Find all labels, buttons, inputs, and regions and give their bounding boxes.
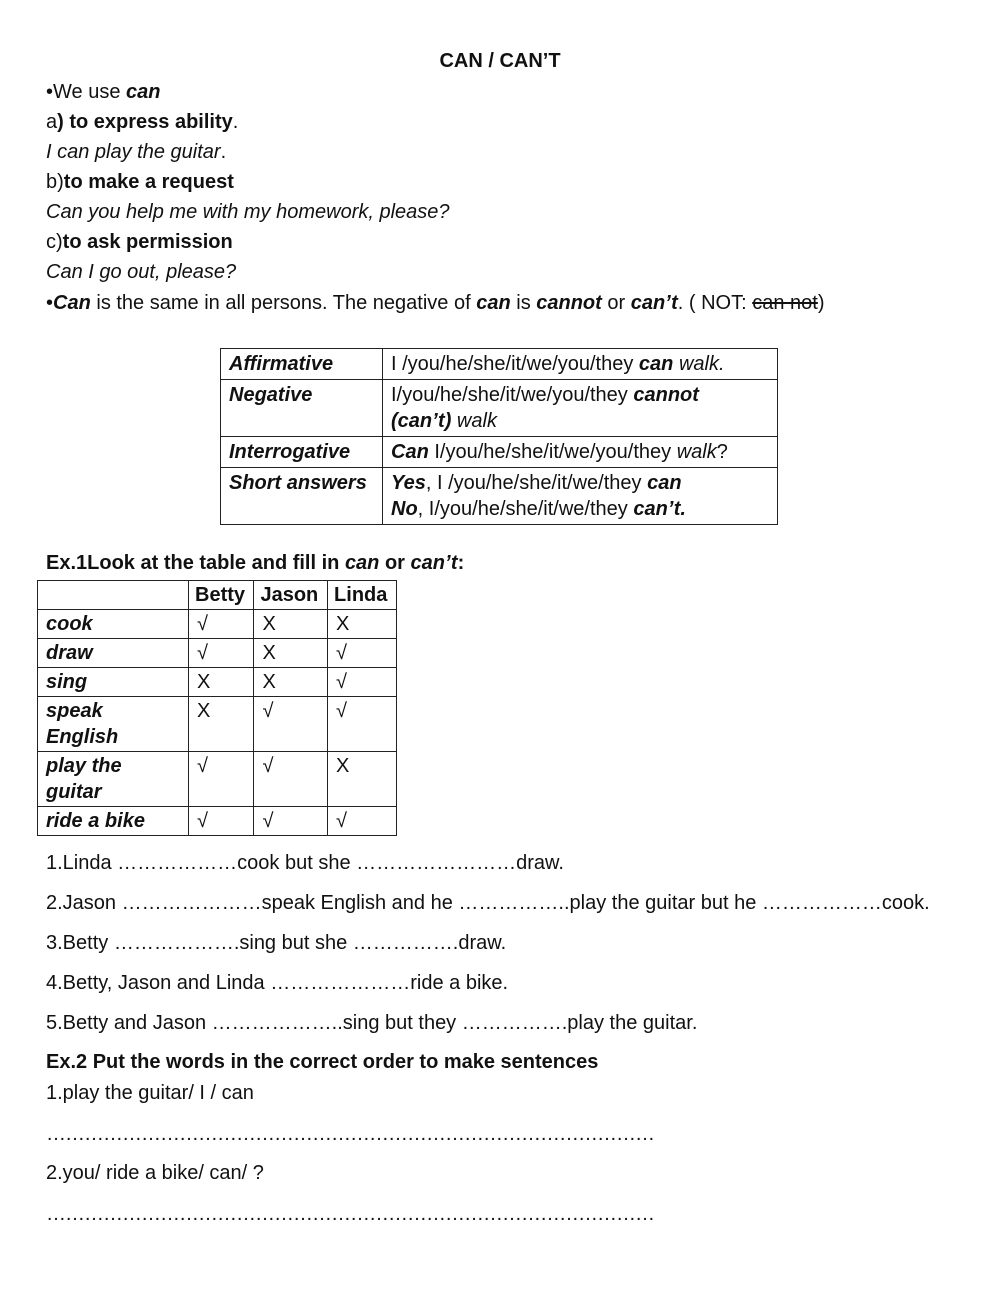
mark-cell: X	[254, 610, 328, 639]
ex2-answer-line-2: ……………………………………………………………………………………	[46, 1203, 654, 1225]
column-header-linda: Linda	[328, 581, 397, 610]
use-b-line: b)to make a request	[46, 171, 234, 193]
ability-header-empty	[38, 581, 189, 610]
activity-cell: speak English	[38, 697, 189, 752]
table-row	[38, 807, 397, 836]
ability-table	[37, 580, 397, 836]
table-row	[38, 668, 397, 697]
ability-header-row	[38, 581, 397, 610]
ex1-heading: Ex.1Look at the table and fill in can or can’t:	[46, 552, 465, 574]
mark-cell: √	[189, 639, 254, 668]
column-header-jason: Jason	[254, 581, 328, 610]
interrogative-label: Interrogative	[221, 437, 383, 468]
mark-cell: √	[328, 639, 397, 668]
mark-cell: X	[328, 610, 397, 639]
ex1-sentence-3: 3.Betty ……………….sing but she …………….draw.	[46, 932, 507, 954]
table-row	[38, 639, 397, 668]
activity-cell: draw	[38, 639, 189, 668]
mark-cell: √	[328, 668, 397, 697]
negative-rule-line: •Can is the same in all persons. The negative of can is cannot or can’t. ( NOT: can not)	[46, 292, 825, 314]
affirmative-label: Affirmative	[221, 349, 383, 380]
mark-cell: √	[189, 610, 254, 639]
mark-cell: √	[328, 807, 397, 836]
activity-cell: cook	[38, 610, 189, 639]
mark-cell: X	[254, 639, 328, 668]
table-row	[38, 610, 397, 639]
activity-cell: ride a bike	[38, 807, 189, 836]
activity-cell: sing	[38, 668, 189, 697]
short-answers-label: Short answers	[221, 468, 383, 525]
grammar-table	[220, 348, 778, 525]
mark-cell: X	[189, 697, 254, 752]
ex2-prompt-2: 2.you/ ride a bike/ can/ ?	[46, 1162, 264, 1184]
mark-cell: X	[328, 752, 397, 807]
ex1-sentence-1: 1.Linda ………………cook but she ……………………draw.	[46, 852, 564, 874]
ex2-prompt-1: 1.play the guitar/ I / can	[46, 1082, 254, 1104]
affirmative-form: I /you/he/she/it/we/you/they can walk.	[383, 349, 778, 380]
ex2-heading: Ex.2 Put the words in the correct order to make sentences	[46, 1051, 599, 1073]
mark-cell: √	[328, 697, 397, 752]
use-c-example: Can I go out, please?	[46, 261, 237, 283]
interrogative-form: Can I/you/he/she/it/we/you/they walk?	[383, 437, 778, 468]
mark-cell: √	[254, 697, 328, 752]
page-title: CAN / CAN’T	[439, 50, 561, 72]
use-c-line: c)to ask permission	[46, 231, 233, 253]
mark-cell: X	[254, 668, 328, 697]
negative-label: Negative	[221, 380, 383, 437]
mark-cell: √	[254, 752, 328, 807]
grammar-row-interrogative	[221, 437, 778, 468]
grammar-row-negative	[221, 380, 778, 437]
ex1-sentence-2: 2.Jason …………………speak English and he ……………..play the guitar but he ………………cook.	[46, 892, 930, 914]
use-b-example: Can you help me with my homework, please?	[46, 201, 450, 223]
mark-cell: X	[189, 668, 254, 697]
we-use-line: •We use can	[46, 81, 161, 103]
grammar-row-affirmative	[221, 349, 778, 380]
activity-cell: play the guitar	[38, 752, 189, 807]
use-a-example: I can play the guitar.	[46, 141, 227, 163]
table-row	[38, 752, 397, 807]
negative-form: I/you/he/she/it/we/you/they cannot (can’t) walk	[383, 380, 778, 437]
grammar-row-short-answers	[221, 468, 778, 525]
table-row	[38, 697, 397, 752]
ex1-sentence-5: 5.Betty and Jason ………………..sing but they …………….play the guitar.	[46, 1012, 698, 1034]
mark-cell: √	[254, 807, 328, 836]
mark-cell: √	[189, 752, 254, 807]
use-a-line: a) to express ability.	[46, 111, 239, 133]
mark-cell: √	[189, 807, 254, 836]
ex2-answer-line-1: ……………………………………………………………………………………	[46, 1123, 654, 1145]
ex1-sentence-4: 4.Betty, Jason and Linda …………………ride a bike.	[46, 972, 509, 994]
short-answers-form: Yes, I /you/he/she/it/we/they can No, I/you/he/she/it/we/they can’t.	[383, 468, 778, 525]
column-header-betty: Betty	[189, 581, 254, 610]
